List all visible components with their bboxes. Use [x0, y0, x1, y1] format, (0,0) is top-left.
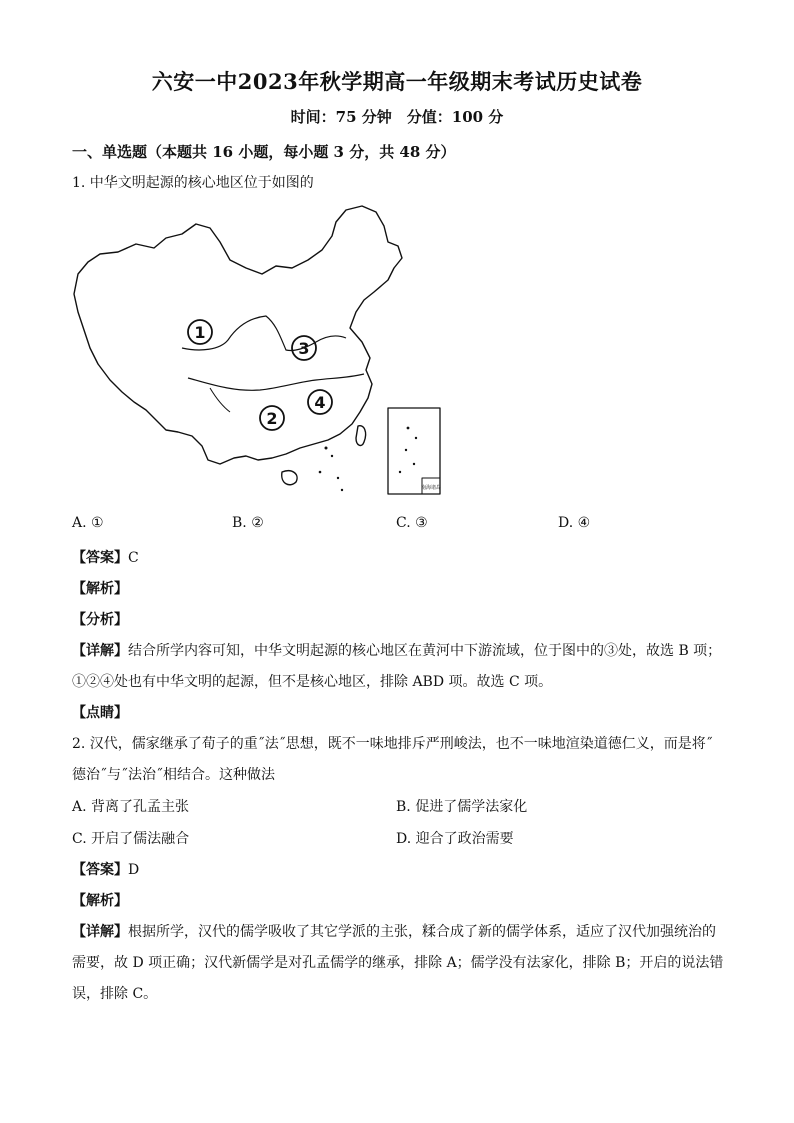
q1-option-b[interactable]: B. ②	[232, 515, 264, 531]
question-2-stem-line1: 2. 汉代，儒家继承了荀子的重˝法˝思想，既不一味地排斥严刑峻法，也不一味地渲染道德仁义，而是将˝	[72, 736, 713, 752]
answer-label: 【答案】	[72, 862, 128, 878]
q1-detail-line1	[72, 640, 721, 660]
yangtze-river	[188, 374, 364, 390]
answer-value: C	[128, 550, 139, 566]
section-heading: 一、单选题（本题共 16 小题，每小题 3 分，共 48 分）	[72, 143, 456, 161]
marker-2: 2	[266, 409, 278, 428]
detail-text: 结合所学内容可知，中华文明起源的核心地区在黄河中下游流域，位于图中的③处，故选 B 项；	[128, 643, 722, 659]
inner-divide	[210, 388, 230, 412]
q2-option-a[interactable]: A. 背离了孔孟主张	[72, 799, 190, 815]
analysis-label: 【解析】	[72, 893, 128, 909]
exam-title: 六安一中2023年秋学期高一年级期末考试历史试卷	[151, 69, 643, 94]
q1-option-a[interactable]: A. ①	[72, 515, 104, 531]
south-china-sea-inset	[388, 408, 440, 494]
marker-3: 3	[298, 339, 310, 358]
taiwan-island	[356, 426, 366, 446]
q2-detail-line3: 误，排除 C。	[72, 986, 158, 1002]
q1-option-d[interactable]: D. ④	[558, 515, 591, 531]
question-2-stem-line2: 德治˝与˝法治˝相结合。这种做法	[72, 767, 275, 783]
detail-label: 【详解】	[72, 643, 128, 659]
hainan-island	[282, 471, 297, 485]
china-outline	[74, 206, 402, 464]
exam-subtitle: 时间：75 分钟 分值：100 分	[290, 108, 504, 126]
q1-detail-line2: ①②④处也有中华文明的起源，但不是核心地区，排除 ABD 项。故选 C 项。	[72, 674, 553, 690]
q2-answer-row	[72, 859, 139, 879]
marker-4: 4	[314, 393, 326, 412]
q2-detail-line2: 需要，故 D 项正确；汉代新儒学是对孔孟儒学的继承，排除 A；儒学没有法家化，排除 B；开启的说法错	[72, 955, 724, 971]
answer-value: D	[128, 862, 140, 878]
q2-option-c[interactable]: C. 开启了儒法融合	[72, 831, 190, 847]
china-map	[70, 202, 460, 498]
detail-label: 【详解】	[72, 924, 128, 940]
q2-option-d[interactable]: D. 迎合了政治需要	[396, 831, 514, 847]
dianjing-label: 【点睛】	[72, 705, 128, 721]
fenxi-label: 【分析】	[72, 612, 128, 628]
question-1-stem: 1. 中华文明起源的核心地区位于如图的	[72, 175, 314, 191]
q2-option-b[interactable]: B. 促进了儒学法家化	[396, 799, 528, 815]
analysis-label: 【解析】	[72, 581, 128, 597]
detail-text: 根据所学，汉代的儒学吸收了其它学派的主张，糅合成了新的儒学体系，适应了汉代加强统治的	[128, 924, 716, 940]
q1-option-c[interactable]: C. ③	[396, 515, 428, 531]
islands-dots	[319, 427, 417, 492]
answer-label: 【答案】	[72, 550, 128, 566]
q2-detail-line1	[72, 921, 716, 941]
marker-1: 1	[194, 323, 206, 342]
inset-label: 南海诸岛	[420, 485, 442, 491]
q1-answer-row	[72, 547, 139, 567]
